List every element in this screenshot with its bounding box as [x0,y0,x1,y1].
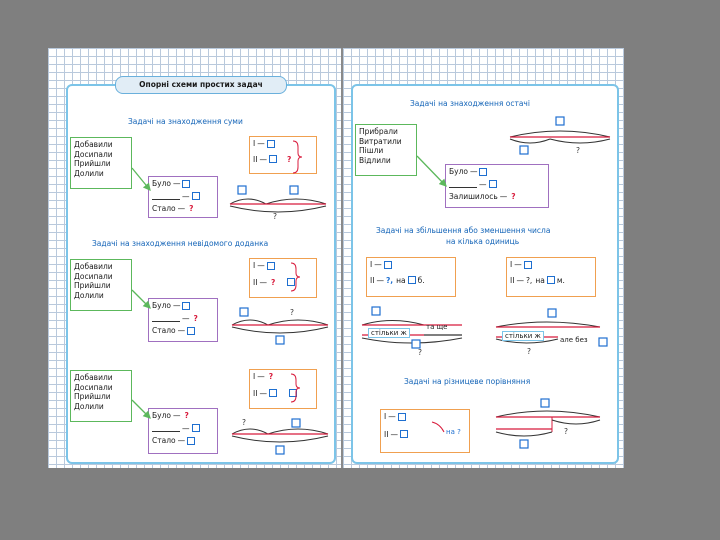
verb: Прийшли [74,281,111,290]
verb: Досипали [74,149,113,159]
verb: Прибрали [359,127,398,136]
question-mark: ? [270,277,276,287]
and-more-label: та ще [426,323,448,331]
roman-two: II [253,388,258,398]
less-question: ?, [525,275,533,285]
less-unit: м. [556,275,565,285]
segment-question-mark: ? [527,347,531,356]
verb: Пішли [359,146,384,155]
verb: Досипали [74,382,113,392]
verb: Відлили [359,155,391,165]
roman-two: II [253,277,258,287]
verb: Долили [74,168,104,178]
roman-one: I [510,260,513,269]
verb: Долили [74,401,104,411]
roman-two: II [253,154,258,164]
segment-question-mark: ? [273,212,277,221]
verb: Добавили [74,262,113,271]
less-scheme-box: I — II — ?, на м. [506,257,596,297]
was-label: Було [152,411,171,420]
verb: Витратили [359,136,402,146]
became-label: Стало [152,326,176,335]
verb: Добавили [74,373,113,382]
section-title-remainder: Задачі на знаходження остачі [410,99,530,108]
section-title-unknown-addend: Задачі на знаходження невідомого доданка [92,239,269,248]
verb: Долили [74,290,104,300]
page-title: Опорні схеми простих задач [115,76,287,94]
roman-one: I [253,372,256,381]
roman-one: I [370,260,373,269]
less-on-label: на [535,275,545,285]
was-label: Було [152,179,171,188]
more-on-label: на [396,275,406,285]
roman-one: I [253,139,256,148]
became-label: Стало [152,436,176,445]
segment-question-mark: ? [564,427,568,436]
question-mark: ? [193,313,198,323]
segment-question-mark: ? [576,146,580,155]
was-became-box-2: Було — — ? Стало — [148,298,218,342]
roman-two: II [370,275,375,285]
roman-one: I [253,261,256,270]
question-mark: ? [184,411,189,420]
segment-question-mark: ? [418,348,422,357]
but-without-label: але без [560,336,588,344]
segment-question-mark: ? [242,418,246,427]
section-title-sum: Задачі на знаходження суми [128,117,243,126]
question-mark: ? [189,204,194,213]
more-unit: б. [417,275,425,285]
scheme-box-3: I — ? II — [249,369,317,409]
difference-label: на ? [446,428,461,436]
section-title-increase-decrease-line2: на кілька одиниць [446,237,520,246]
verb: Досипали [74,271,113,281]
question-mark: ? [286,154,292,164]
roman-two: II [510,275,515,285]
verb: Прийшли [74,159,111,168]
section-title-difference: Задачі на різницеве порівняння [404,377,531,386]
roman-one: I [384,412,387,421]
more-scheme-box: I — II — ?, на б. [366,257,456,297]
was-label: Було [152,301,171,310]
segment-question-mark: ? [290,308,294,317]
section-title-increase-decrease: Задачі на збільшення або зменшення числа [376,226,551,235]
difference-scheme-box: I — II — [380,409,470,453]
question-mark: ? [268,372,274,381]
verb: Добавили [74,140,113,149]
was-leftover-box: Було — — Залишилось — ? [445,164,549,208]
was-became-box-1: Було — — Стало — ? [148,176,218,218]
was-label: Було [449,167,468,176]
leftover-label: Залишилось [449,192,498,201]
scheme-box-1: I — II — ? [249,136,317,174]
scheme-box-2: I — II — ? [249,258,317,298]
how-many-label: стільки ж [502,331,544,341]
how-many-label: стільки ж [368,328,410,338]
was-became-box-3: Було — ? — Стало — [148,408,218,454]
became-label: Стало [152,204,176,213]
roman-two: II [384,429,389,439]
verb: Прийшли [74,392,111,401]
question-mark: ? [511,192,516,201]
